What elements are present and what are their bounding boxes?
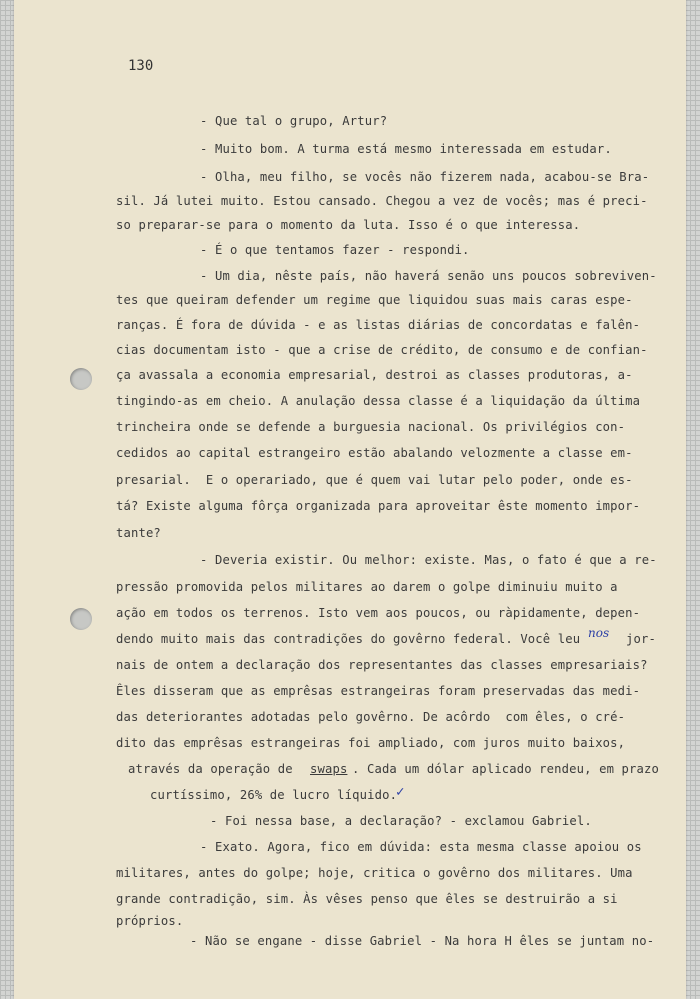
text-line: tá? Existe alguma fôrça organizada para aproveitar êste momento impor- <box>116 499 641 513</box>
punch-hole <box>70 608 92 630</box>
text-line: presarial. E o operariado, que é quem vai lutar pelo poder, onde es- <box>116 473 633 487</box>
text-line: - Não se engane - disse Gabriel - Na hora H êles se juntam no- <box>190 934 655 948</box>
text-line: através da operação de <box>128 762 293 776</box>
handwritten-insertion: nos <box>588 626 610 640</box>
text-line: - Deveria existir. Ou melhor: existe. Mas, o fato é que a re- <box>200 553 657 567</box>
text-line: trincheira onde se defende a burguesia nacional. Os privilégios con- <box>116 420 626 434</box>
text-line: - É o que tentamos fazer - respondi. <box>200 243 470 257</box>
text-line: pressão promovida pelos militares ao darem o golpe diminuiu muito a <box>116 580 618 594</box>
text-line: ação em todos os terrenos. Isto vem aos poucos, ou ràpidamente, depen- <box>116 606 641 620</box>
text-line: militares, antes do golpe; hoje, critica o govêrno dos militares. Uma <box>116 866 633 880</box>
text-line: dendo muito mais das contradições do govêrno federal. Você leu <box>116 632 581 646</box>
correction-mark-icon: ✓ <box>396 784 405 800</box>
text-line: . Cada um dólar aplicado rendeu, em prazo <box>352 762 659 776</box>
text-line: ranças. É fora de dúvida - e as listas diárias de concordatas e falên- <box>116 318 641 332</box>
text-line: das deteriorantes adotadas pelo govêrno. De acôrdo com êles, o cré- <box>116 710 626 724</box>
text-line: - Um dia, nêste país, não haverá senão uns poucos sobreviven- <box>200 269 657 283</box>
text-line: - Que tal o grupo, Artur? <box>200 114 388 128</box>
text-line: nais de ontem a declaração dos representantes das classes empresariais? <box>116 658 648 672</box>
text-line: sil. Já lutei muito. Estou cansado. Chegou a vez de vocês; mas é preci- <box>116 194 648 208</box>
page-number: 130 <box>128 58 154 74</box>
underlined-word: swaps <box>310 762 348 776</box>
text-line: jor- <box>626 632 656 646</box>
punch-hole <box>70 368 92 390</box>
text-line: grande contradição, sim. Às vêses penso que êles se destruirão a si <box>116 892 618 906</box>
text-line: tingindo-as em cheio. A anulação dessa classe é a liquidação da última <box>116 394 641 408</box>
text-line: cedidos ao capital estrangeiro estão abalando velozmente a classe em- <box>116 446 633 460</box>
text-line: - Olha, meu filho, se vocês não fizerem nada, acabou-se Bra- <box>200 170 650 184</box>
text-line: so preparar-se para o momento da luta. Isso é o que interessa. <box>116 218 581 232</box>
text-line: ça avassala a economia empresarial, destroi as classes produtoras, a- <box>116 368 633 382</box>
text-line: - Foi nessa base, a declaração? - exclamou Gabriel. <box>210 814 592 828</box>
text-line: Êles disseram que as emprêsas estrangeiras foram preservadas das medi- <box>116 684 641 698</box>
text-line: dito das emprêsas estrangeiras foi ampliado, com juros muito baixos, <box>116 736 626 750</box>
text-line: cias documentam isto - que a crise de crédito, de consumo e de confian- <box>116 343 648 357</box>
text-line: - Muito bom. A turma está mesmo interessada em estudar. <box>200 142 612 156</box>
text-line: próprios. <box>116 914 184 928</box>
text-line: - Exato. Agora, fico em dúvida: esta mesma classe apoiou os <box>200 840 642 854</box>
typewritten-page <box>14 0 686 999</box>
text-line: curtíssimo, 26% de lucro líquido. <box>150 788 398 802</box>
text-line: tante? <box>116 526 161 540</box>
text-line: tes que queiram defender um regime que liquidou suas mais caras espe- <box>116 293 633 307</box>
